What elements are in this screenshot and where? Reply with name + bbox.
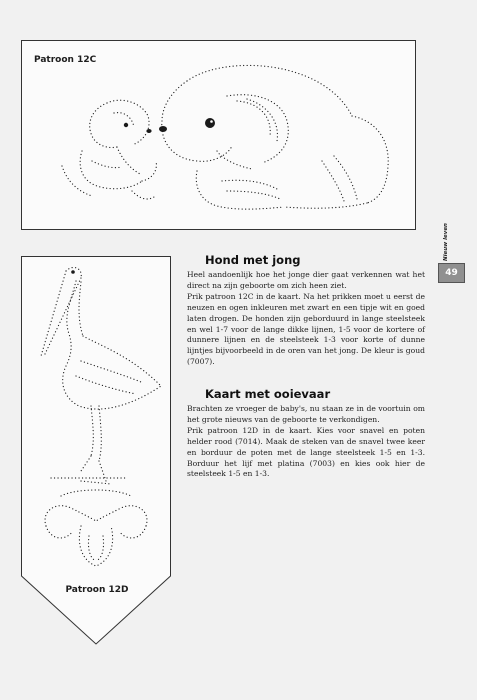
page-number: 49: [438, 263, 465, 283]
article-paragraph: Heel aandoenlijk hoe het jonge dier gaat verkennen wat het direct na zijn geboorte om zich heen ziet.: [187, 270, 425, 290]
article-paragraph: Prik patroon 12D in de kaart. Kies voor snavel en poten helder rood (7014). Maak de steken van de snavel twee keer en borduur de poten met de lange steelsteek 1-5 en 1-3. Borduur het lijf met platina (7003) en kies ook hier de steelsteek 1-5 en 1-3.: [187, 425, 425, 479]
article-paragraph: Prik patroon 12C in de kaart. Na het prikken moet u eerst de neuzen en ogen inkleuren met zwart en een tipje wit en goed laten drogen. De honden zijn geborduurd in lange steelsteek en wel 1-7 voor de lange dikke lijnen, 1-5 voor de kortere of dunnere lijnen en de steelsteek 1-3 voor korte of dunne lijntjes bijvoorbeeld in de oren van het jong. De kleur is goud (7007).: [187, 291, 425, 367]
section-tab: Nieuw leven: [443, 223, 449, 261]
article-kaart-met-ooievaar: [187, 387, 425, 480]
article-hond-met-jong: [187, 253, 425, 368]
pattern-12c-box: [21, 40, 416, 230]
dog-and-puppy-dotted-illustration: [22, 41, 417, 231]
pattern-12c-label: Patroon 12C: [34, 55, 97, 65]
article-title: Kaart met ooievaar: [205, 387, 331, 401]
article-paragraph: Brachten ze vroeger de baby's, nu staan ze in de voortuin om het grote nieuws van de geboorte te verkondigen.: [187, 404, 425, 424]
pattern-12d-label: Patroon 12D: [65, 585, 129, 595]
article-title: Hond met jong: [205, 253, 301, 267]
